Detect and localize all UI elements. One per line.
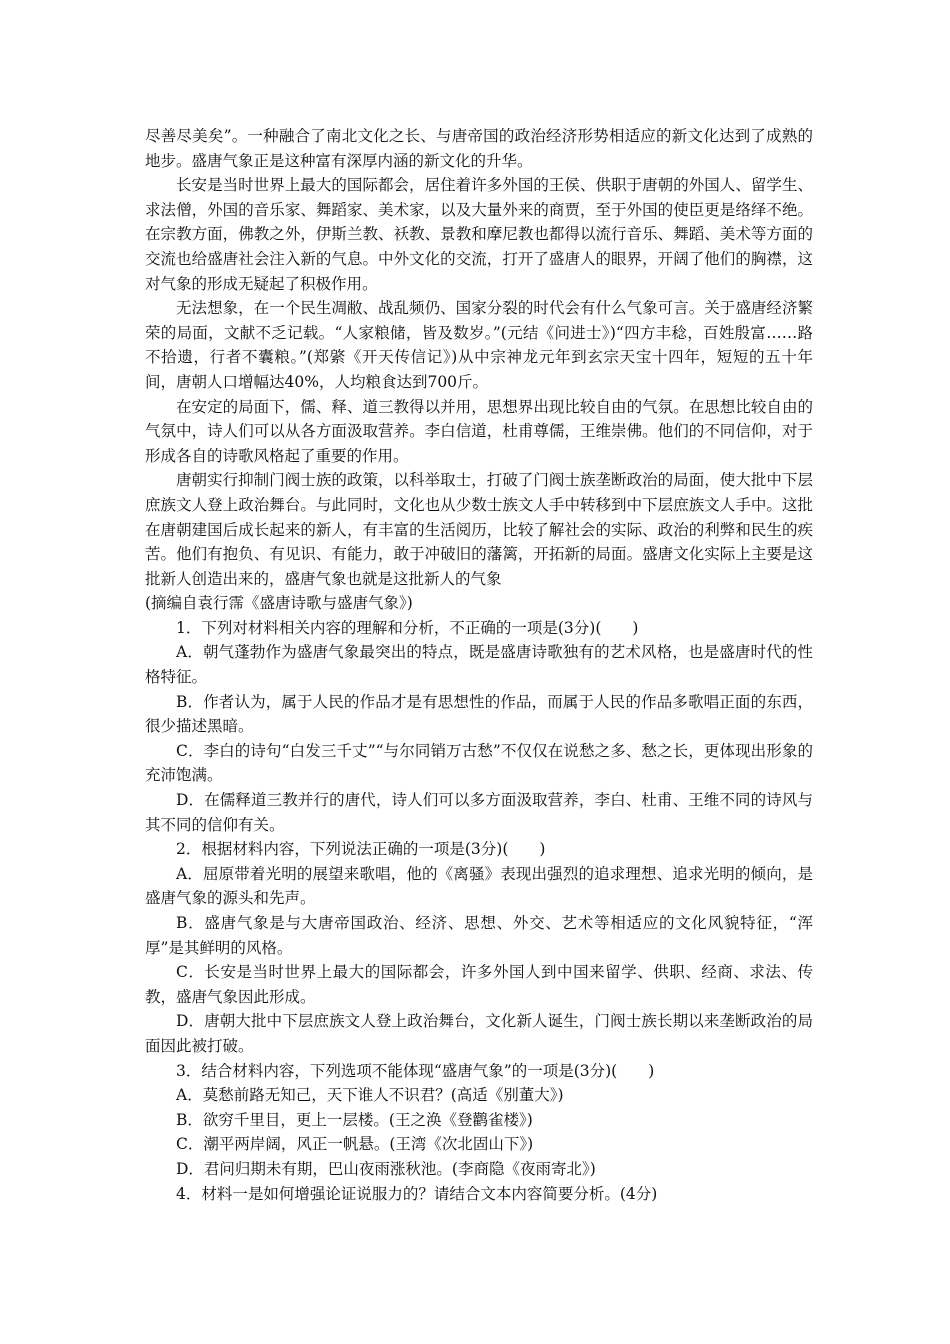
- question-1-stem: 1．下列对材料相关内容的理解和分析，不正确的一项是(3分)( ): [176, 618, 639, 637]
- question-2-option-a: A．屈原带着光明的展望来歌唱，他的《离骚》表现出强烈的追求理想、追求光明的倾向，是盛唐气象的源头和先声。: [145, 864, 813, 908]
- question-3-option-c: C．潮平两岸阔，风正一帆悬。(王湾《次北固山下》): [176, 1135, 534, 1154]
- passage-paragraph-4: 在安定的局面下，儒、释、道三教得以并用，思想界出现比较自由的气氛。在思想比较自由的气氛中，诗人们可以从各方面汲取营养。李白信道，杜甫尊儒，王维崇佛。他们的不同信仰，对于形成各自的诗歌风格起了重要的作用。: [145, 397, 813, 465]
- passage-paragraph-1: 尽善尽美矣”。一种融合了南北文化之长、与唐帝国的政治经济形势相适应的新文化达到了成熟的地步。盛唐气象正是这种富有深厚内涵的新文化的升华。: [145, 127, 813, 170]
- question-3-stem: 3．结合材料内容，下列选项不能体现“盛唐气象”的一项是(3分)( ): [176, 1061, 655, 1080]
- question-3-option-a: A．莫愁前路无知己，天下谁人不识君？(高适《别董大》): [176, 1086, 564, 1105]
- document-page: [145, 124, 813, 1206]
- passage-paragraph-2: 长安是当时世界上最大的国际都会，居住着许多外国的王侯、供职于唐朝的外国人、留学生、求法僧，外国的音乐家、舞蹈家、美术家，以及大量外来的商贾，至于外国的使臣更是络绎不绝。在宗教方面，佛教之外，伊斯兰教、袄教、景教和摩尼教也都得以流行音乐、舞蹈、美术等方面的交流也给盛唐社会注入新的气息。中外文化的交流，打开了盛唐人的眼界，开阔了他们的胸襟，这对气象的形成无疑起了积极作用。: [145, 176, 813, 293]
- question-1-option-a: A．朝气蓬勃作为盛唐气象最突出的特点，既是盛唐诗歌独有的艺术风格，也是盛唐时代的性格特征。: [145, 643, 813, 687]
- question-4-stem: 4．材料一是如何增强论证说服力的？请结合文本内容简要分析。(4分): [176, 1184, 658, 1203]
- question-1-option-c: C．李白的诗句“白发三千丈”“与尔同销万古愁”不仅仅在说愁之多、愁之长，更体现出形象的充沛饱满。: [145, 741, 813, 785]
- question-3-option-d: D．君问归期未有期，巴山夜雨涨秋池。(李商隐《夜雨寄北》): [176, 1159, 596, 1178]
- question-2-option-c: C．长安是当时世界上最大的国际都会，许多外国人到中国来留学、供职、经商、求法、传教，盛唐气象因此形成。: [145, 963, 813, 1006]
- question-2-stem: 2．根据材料内容，下列说法正确的一项是(3分)( ): [176, 840, 546, 859]
- question-2-option-d: D．唐朝大批中下层庶族文人登上政治舞台，文化新人诞生，门阀士族长期以来垄断政治的局面因此被打破。: [145, 1012, 813, 1055]
- question-2-option-b: B．盛唐气象是与大唐帝国政治、经济、思想、外交、艺术等相适应的文化风貌特征，“浑厚”是其鲜明的风格。: [145, 914, 813, 957]
- passage-paragraph-3: 无法想象，在一个民生凋敝、战乱频仍、国家分裂的时代会有什么气象可言。关于盛唐经济繁荣的局面，文献不乏记载。“人家粮储，皆及数岁。”(元结《问进士》)“四方丰稔，百姓殷富……路不拾遗，行者不囊粮。”(郑綮《开天传信记》)从中宗神龙元年到玄宗天宝十四年，短短的五十年间，唐朝人口增幅达40%，人均粮食达到700斤。: [145, 299, 813, 391]
- passage-paragraph-5: 唐朝实行抑制门阀士族的政策，以科举取士，打破了门阀士族垄断政治的局面，使大批中下层庶族文人登上政治舞台。与此同时，文化也从少数士族文人手中转移到中下层庶族文人手中。这批在唐朝建国后成长起来的新人，有丰富的生活阅历，比较了解社会的实际、政治的利弊和民生的疾苦。他们有抱负、有见识、有能力，敢于冲破旧的藩篱，开拓新的局面。盛唐文化实际上主要是这批新人创造出来的，盛唐气象也就是这批新人的气象: [145, 471, 813, 588]
- question-3-option-b: B．欲穷千里目，更上一层楼。(王之涣《登鹳雀楼》): [176, 1110, 533, 1129]
- question-1-option-b: B．作者认为，属于人民的作品才是有思想性的作品，而属于人民的作品多歌唱正面的东西，很少描述黑暗。: [145, 692, 813, 736]
- question-1-option-d: D．在儒释道三教并行的唐代，诗人们可以多方面汲取营养，李白、杜甫、王维不同的诗风与其不同的信仰有关。: [145, 791, 813, 834]
- passage-source: (摘编自袁行霈《盛唐诗歌与盛唐气象》): [145, 594, 413, 613]
